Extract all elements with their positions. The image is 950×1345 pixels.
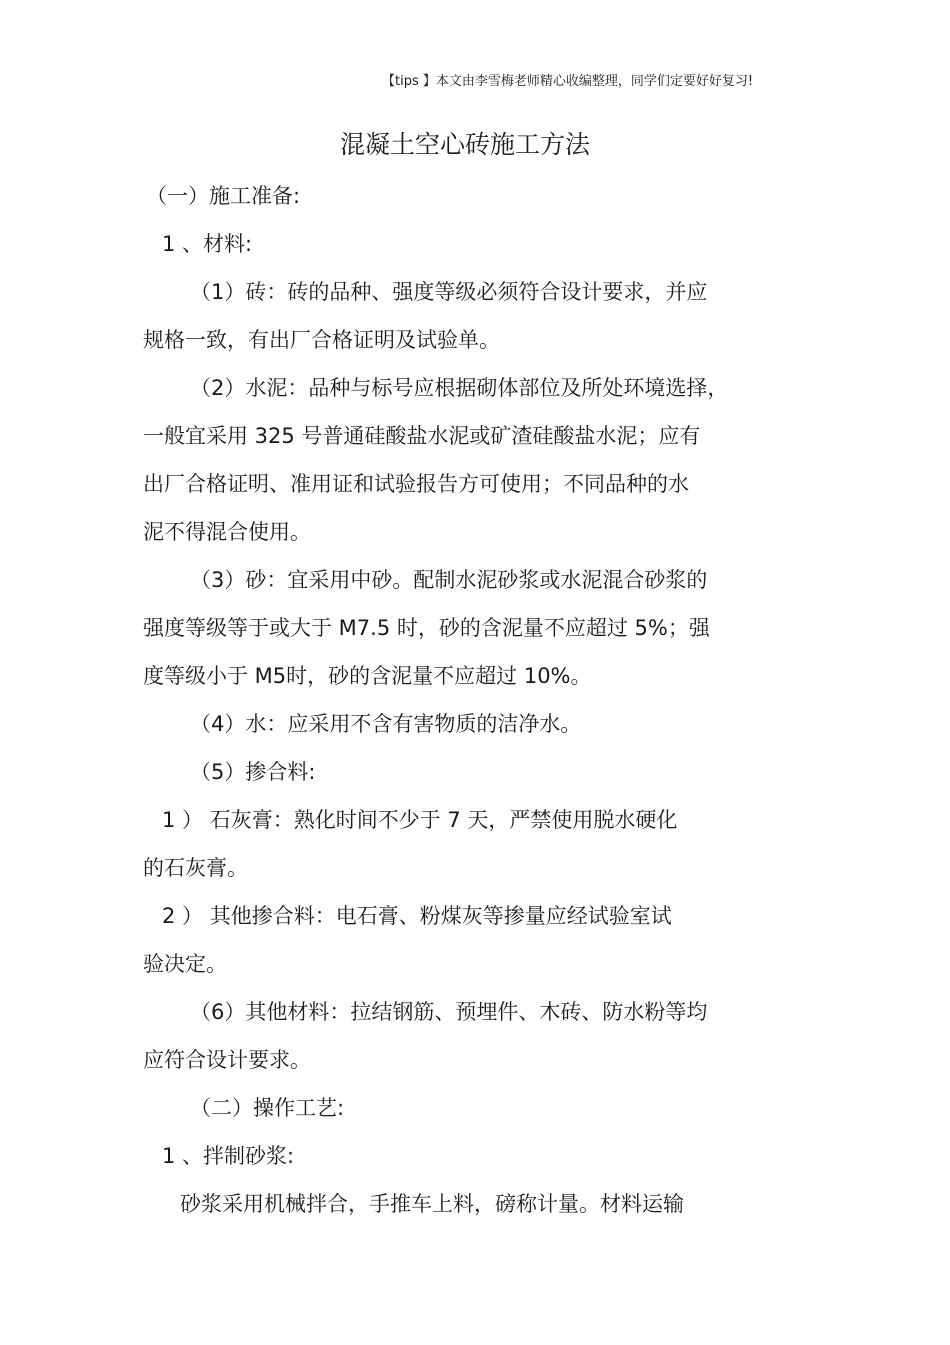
document-title: 混凝土空心砖施工方法 [339,130,590,159]
paragraph-line: （2）水泥：品种与标号应根据砌体部位及所处环境选择， [190,376,729,400]
paragraph-line: 2 ） 其他掺合料：电石膏、粉煤灰等掺量应经试验室试 [162,904,672,928]
paragraph-line: 出厂合格证明、准用证和试验报告方可使用；不同品种的水 [143,472,689,496]
tips-header: 【tips 】本文由李雪梅老师精心收编整理，同学们定要好好复习! [382,74,754,89]
paragraph-line: 的石灰膏。 [143,856,248,880]
paragraph-line: 应符合设计要求。 [143,1048,311,1072]
paragraph-line: （6）其他材料：拉结钢筋、预埋件、木砖、防水粉等均 [190,1000,708,1024]
section-heading-operation: （二）操作工艺: [190,1096,345,1120]
paragraph-line: 砂浆采用机械拌合，手推车上料，磅称计量。材料运输 [180,1192,684,1216]
paragraph-line: 规格一致，有出厂合格证明及试验单。 [143,328,500,352]
paragraph-line: 度等级小于 M5时，砂的含泥量不应超过 10%。 [143,664,592,688]
paragraph-line: 1 ） 石灰膏：熟化时间不少于 7 天，严禁使用脱水硬化 [162,808,678,832]
paragraph-line: （5）掺合料: [190,760,316,784]
paragraph-line: 验决定。 [143,952,227,976]
paragraph-line: 一般宜采用 325 号普通硅酸盐水泥或矿渣硅酸盐水泥；应有 [143,424,701,448]
subheading-materials: 1 、材料: [162,232,253,256]
subheading-mixing-mortar: 1 、拌制砂浆: [162,1144,295,1168]
section-heading-preparation: （一）施工准备: [146,184,301,208]
paragraph-line: （4）水：应采用不含有害物质的洁净水。 [190,712,582,736]
paragraph-line: （1）砖：砖的品种、强度等级必须符合设计要求，并应 [190,280,708,304]
paragraph-line: （3）砂：宜采用中砂。配制水泥砂浆或水泥混合砂浆的 [190,568,708,592]
paragraph-line: 强度等级等于或大于 M7.5 时，砂的含泥量不应超过 5%；强 [143,616,710,640]
paragraph-line: 泥不得混合使用。 [143,520,311,544]
